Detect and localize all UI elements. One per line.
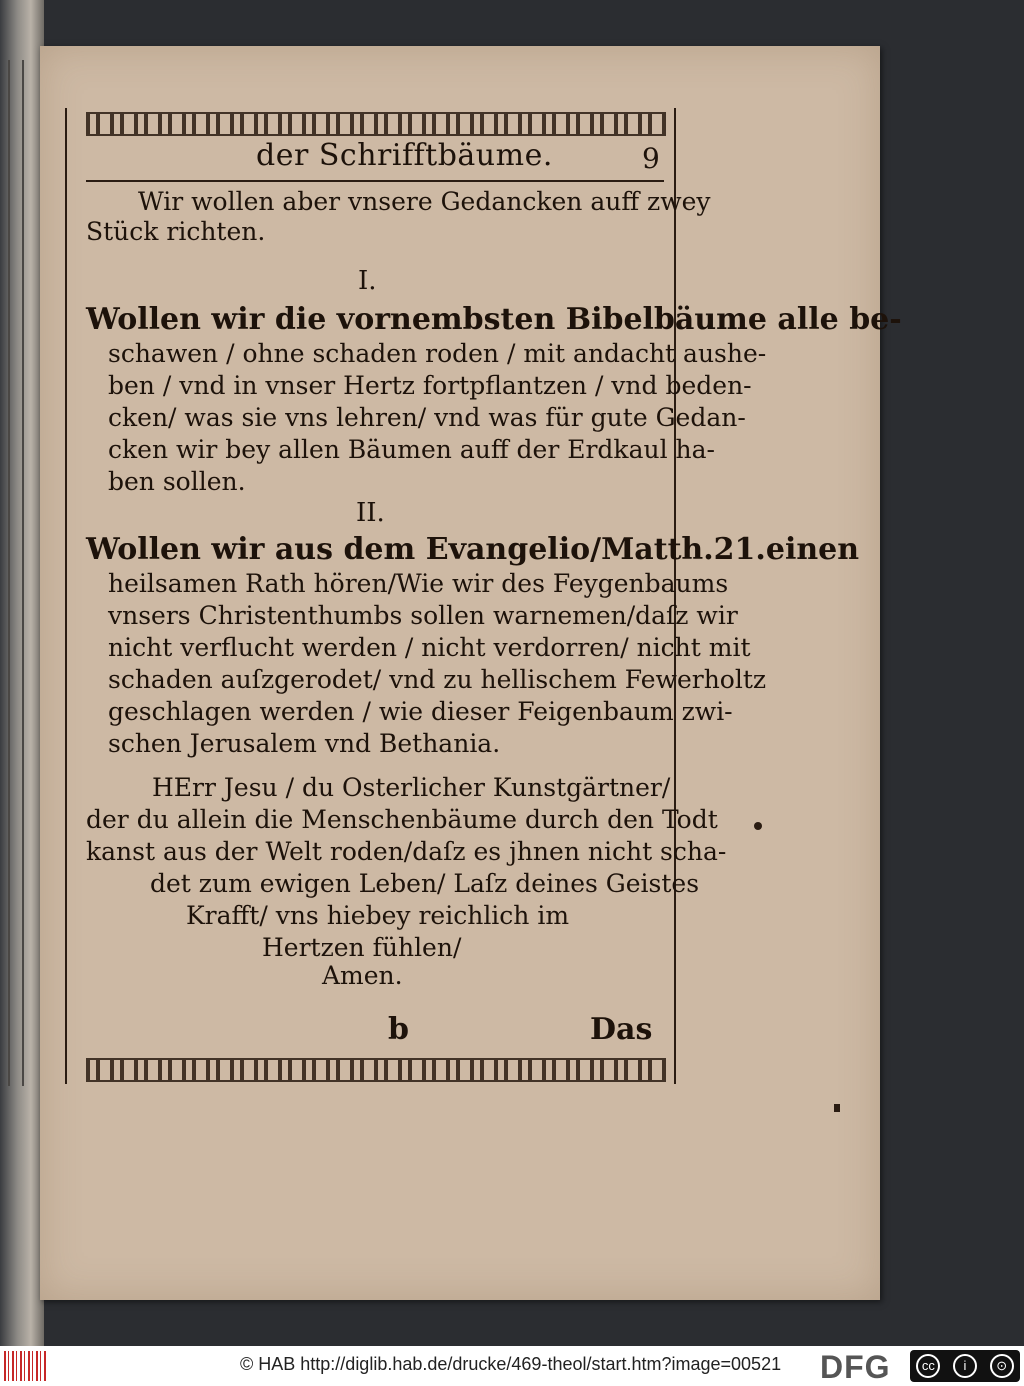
text-line: cken wir bey allen Bäumen auff der Erdkaul ha-: [108, 435, 715, 464]
text-line: Amen.: [322, 961, 403, 990]
share-alike-icon: ⊙: [990, 1354, 1014, 1378]
book-edge: [0, 0, 44, 1346]
text-line: schawen / ohne schaden roden / mit andacht aushe-: [108, 339, 767, 368]
text-line: geschlagen werden / wie dieser Feigenbaum zwi-: [108, 697, 733, 726]
text-line: ben sollen.: [108, 467, 246, 496]
text-line: Stück richten.: [86, 217, 266, 246]
text-line: vnsers Christenthumbs sollen warnemen/daſz wir: [108, 601, 738, 630]
text-line: HErr Jesu / du Osterlicher Kunstgärtner/: [152, 773, 671, 802]
text-line: der du allein die Menschenbäume durch den Todt: [86, 805, 718, 834]
section-numeral: I.: [358, 266, 377, 296]
text-line: Krafft/ vns hiebey reichlich im: [186, 901, 570, 930]
barcode-icon: [4, 1351, 48, 1381]
text-line: schaden auſzgerodet/ vnd zu hellischem Fewerholtz: [108, 665, 767, 694]
text-line: Wir wollen aber vnsere Gedancken auff zwey: [138, 187, 711, 216]
cc-icon: cc: [916, 1354, 940, 1378]
viewer-footer: [0, 1346, 1024, 1386]
ornamental-border-bottom: [86, 1058, 666, 1082]
header-rule: [86, 180, 664, 182]
running-head: der Schrifftbäume.: [256, 138, 553, 173]
text-line: cken/ was sie vns lehren/ vnd was für gute Gedan-: [108, 403, 746, 432]
catchword: Das: [590, 1012, 653, 1047]
ink-spot: [754, 822, 762, 830]
signature-mark: b: [388, 1012, 409, 1047]
text-line: Hertzen fühlen/: [262, 933, 462, 962]
license-badge[interactable]: [910, 1350, 1020, 1382]
section-numeral: II.: [356, 498, 385, 528]
text-line: det zum ewigen Leben/ Laſz deines Geistes: [150, 869, 700, 898]
text-line: kanst aus der Welt roden/daſz es jhnen nicht scha-: [86, 837, 727, 866]
attribution-icon: i: [953, 1354, 977, 1378]
page-number: 9: [642, 142, 660, 175]
text-line: heilsamen Rath hören/Wie wir des Feygenbaums: [108, 569, 729, 598]
text-line: Wollen wir aus dem Evangelio/Matth.21.einen: [86, 532, 860, 567]
dfg-logo: DFG: [820, 1349, 891, 1385]
text-line: Wollen wir die vornembsten Bibelbäume alle be-: [86, 302, 902, 337]
text-line: nicht verflucht werden / nicht verdorren/ nicht mit: [108, 633, 751, 662]
ink-spot: [834, 1104, 840, 1112]
text-line: schen Jerusalem vnd Bethania.: [108, 729, 501, 758]
text-line: ben / vnd in vnser Hertz fortpflantzen / vnd beden-: [108, 371, 752, 400]
ornamental-border-top: [86, 112, 666, 136]
source-link[interactable]: © HAB http://diglib.hab.de/drucke/469-theol/start.htm?image=00521: [240, 1354, 782, 1374]
